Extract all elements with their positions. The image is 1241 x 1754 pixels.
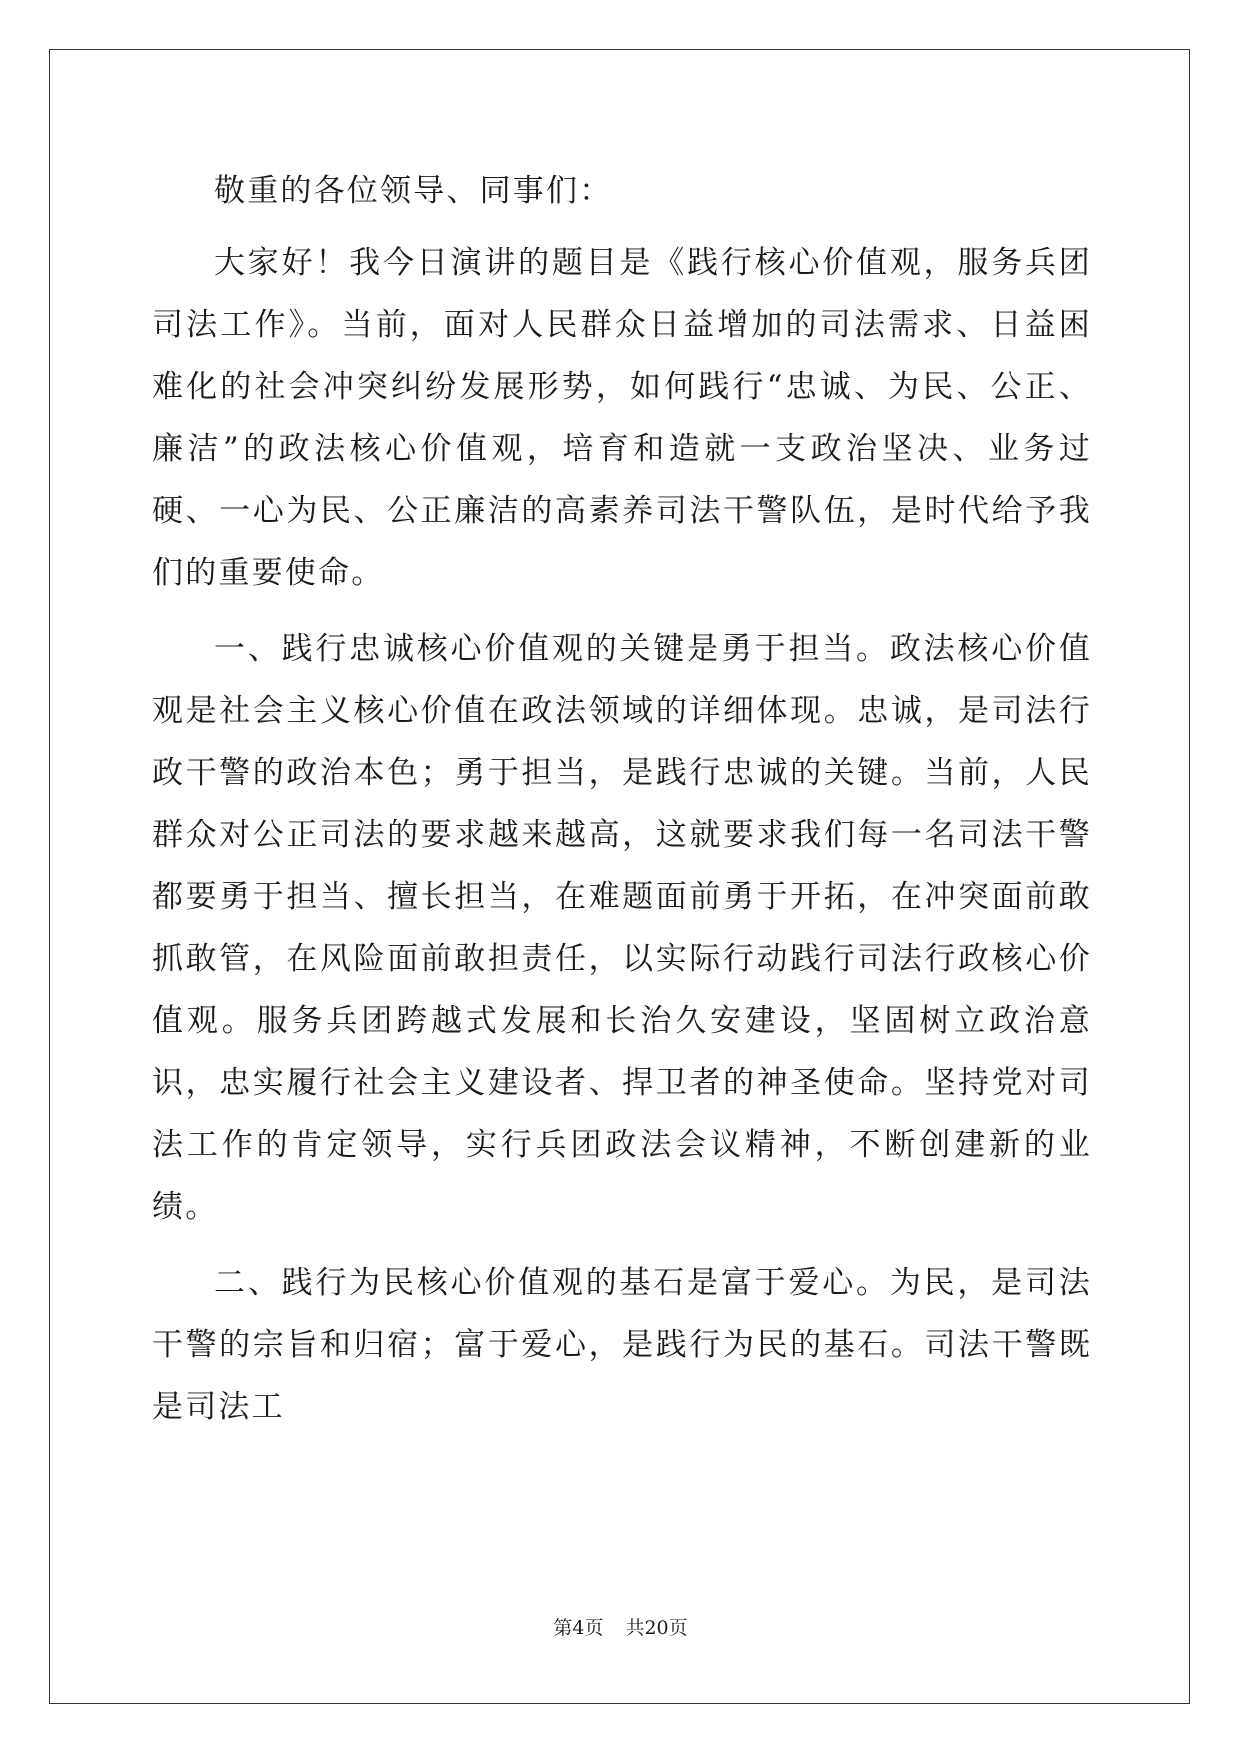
intro-paragraph: 大家好！我今日演讲的题目是《践行核心价值观，服务兵团司法工作》。当前，面对人民群众日益增加的司法需求、日益困难化的社会冲突纠纷发展形势，如何践行“忠诚、为民、公正、廉洁”的政法核心价值观，培育和造就一支政治坚决、业务过硬、一心为民、公正廉洁的高素养司法干警队伍，是时代给予我们的重要使命。 (152, 245, 1092, 591)
document-body (152, 160, 1092, 1452)
page-footer (0, 1613, 1241, 1640)
page-number: 第4页 (553, 1617, 604, 1639)
section-two-paragraph: 二、践行为民核心价值观的基石是富于爱心。为民，是司法干警的宗旨和归宿；富于爱心，是践行为民的基石。司法干警既是司法工 (152, 1265, 1092, 1425)
page-total: 共20页 (625, 1617, 688, 1639)
greeting-paragraph: 敬重的各位领导、同事们： (214, 173, 613, 209)
section-one-paragraph: 一、践行忠诚核心价值观的关键是勇于担当。政法核心价值观是社会主义核心价值在政法领域的详细体现。忠诚，是司法行政干警的政治本色；勇于担当，是践行忠诚的关键。当前，人民群众对公正司法的要求越来越高，这就要求我们每一名司法干警都要勇于担当、擅长担当，在难题面前勇于开拓，在冲突面前敢抓敢管，在风险面前敢担责任，以实际行动践行司法行政核心价值观。服务兵团跨越式发展和长治久安建设，坚固树立政治意识，忠实履行社会主义建设者、捍卫者的神圣使命。坚持党对司法工作的肯定领导，实行兵团政法会议精神，不断创建新的业绩。 (152, 631, 1092, 1225)
